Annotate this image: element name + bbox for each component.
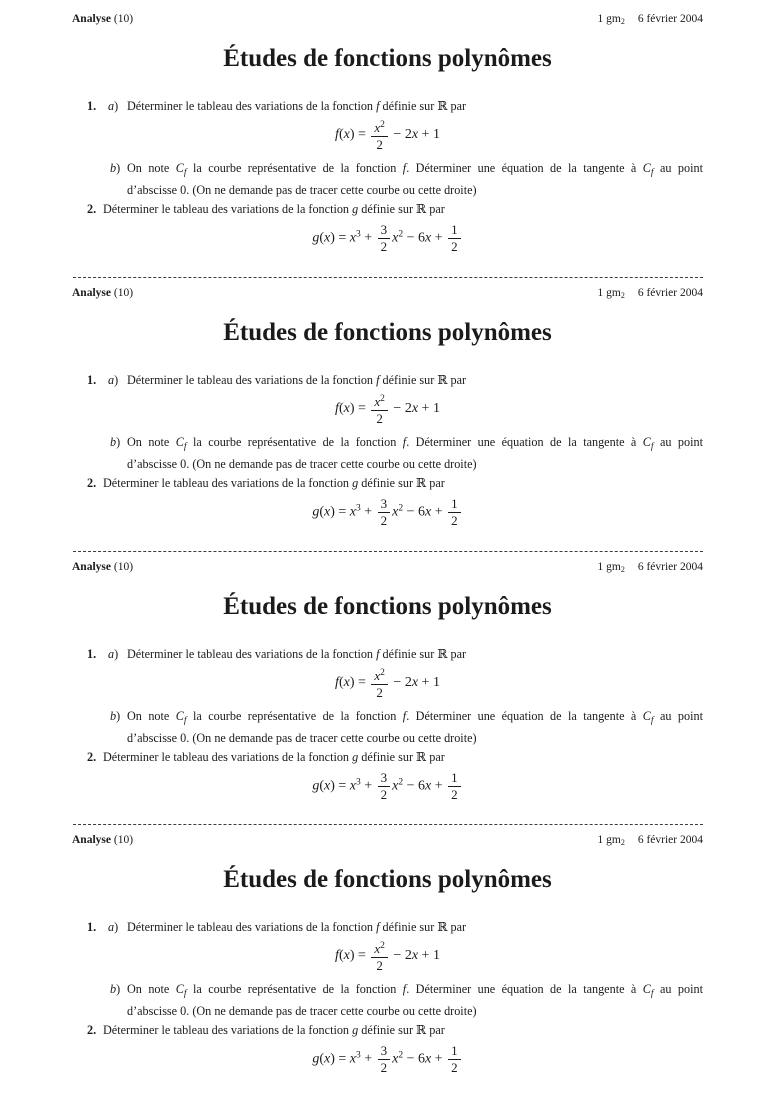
formula-g: $g(x) = x^3$ + $\frac{3}{2}$ $x^2 - 6x$ + $\frac{1}{2}$	[72, 1044, 703, 1075]
question-1a-text: Déterminer le tableau des variations de la fonction f définie sur ℝ par	[127, 99, 467, 113]
question-2-line	[72, 201, 703, 218]
class-label: 1 $gm_2$	[597, 13, 625, 26]
question-1b-block	[110, 981, 703, 1020]
sheet-header	[72, 548, 703, 577]
sheet-title: Études de fonctions polynômes	[223, 45, 552, 72]
question-1b-label: b)	[110, 708, 121, 723]
question-1a-line	[72, 919, 703, 936]
sheet-title: Études de fonctions polynômes	[223, 866, 552, 894]
course-name: Analyse	[72, 560, 111, 573]
question-2-number: 2.	[87, 202, 97, 216]
question-2-text: Déterminer le tableau des variations de la fonction g définie sur ℝ par	[103, 749, 445, 764]
question-1b-text	[127, 160, 703, 199]
question-1b-line1: On note $C_f$ la courbe représentative de la fonction f. Déterminer une équation de la tangente à $C_f$ au point	[127, 434, 703, 452]
formula-f: f(x) = $\frac{x^2}{2}$ − 2x + 1	[335, 393, 440, 426]
question-1b-line2: d’abscisse 0. (On ne demande pas de tracer cette courbe ou cette droite)	[127, 183, 477, 197]
sheet-header	[72, 0, 703, 29]
exercise-sheet-section	[0, 821, 775, 1095]
question-1a-label: a)	[108, 99, 119, 113]
question-1b-line1: On note $C_f$ la courbe représentative de la fonction f. Déterminer une équation de la tangente à $C_f$ au point	[127, 982, 703, 1000]
fraction: $\frac{1}{2}$	[448, 1044, 461, 1075]
fraction: $\frac{1}{2}$	[448, 771, 461, 802]
course-number: (10)	[110, 13, 134, 25]
class-label-subscript: 2	[620, 838, 625, 848]
fraction: $\frac{3}{2}$	[378, 497, 391, 528]
header-right	[598, 833, 703, 850]
course-name: Analyse	[72, 13, 111, 25]
sheet-title: Études de fonctions polynômes	[223, 592, 552, 620]
exercise-sheet-section	[0, 548, 775, 822]
fraction: $\frac{3}{2}$	[378, 1044, 391, 1075]
question-2-number: 2.	[87, 749, 97, 764]
course-label	[72, 833, 133, 847]
question-1a-label: a)	[108, 920, 119, 935]
question-1b-text	[127, 708, 703, 747]
sheet-header	[72, 821, 703, 850]
sheet-title: Études de fonctions polynômes	[223, 318, 552, 346]
question-1a-line	[72, 646, 703, 663]
question-1a-text: Déterminer le tableau des variations de la fonction f définie sur ℝ par	[127, 372, 467, 387]
fraction: $\frac{x^2}{2}$	[371, 118, 388, 152]
formula-g: $g(x) = x^3$ + $\frac{3}{2}$ $x^2 - 6x$ + $\frac{1}{2}$	[72, 223, 703, 254]
question-1b-line1: On note $C_f$ la courbe représentative de la fonction f. Déterminer une équation de la tangente à $C_f$ au point	[127, 708, 703, 726]
fraction: $\frac{x^2}{2}$	[371, 666, 388, 700]
sheet-date: 6 février 2004	[637, 13, 703, 25]
header-right	[598, 12, 703, 29]
formula-g: $g(x) = x^3$ + $\frac{3}{2}$ $x^2 - 6x$ + $\frac{1}{2}$	[72, 771, 703, 802]
fraction: $\frac{1}{2}$	[448, 497, 461, 528]
question-1b-block	[110, 708, 703, 747]
question-2-line	[72, 1022, 703, 1039]
question-1-number: 1.	[87, 372, 97, 387]
question-1-number: 1.	[87, 99, 97, 113]
question-1b-text	[127, 434, 703, 473]
formula-f: f(x) = $\frac{x^2}{2}$ − 2x + 1	[335, 120, 440, 152]
class-label: 1 $gm_2$	[597, 834, 625, 848]
question-1b-label: b)	[110, 434, 121, 449]
question-2-number: 2.	[87, 475, 97, 490]
question-1b-line2: d’abscisse 0. (On ne demande pas de tracer cette courbe ou cette droite)	[127, 730, 477, 745]
question-2-line	[72, 475, 703, 492]
formula-f: f(x) = $\frac{x^2}{2}$ − 2x + 1	[335, 667, 440, 700]
course-label	[72, 286, 133, 300]
sheet-date: 6 février 2004	[637, 286, 703, 299]
fraction: $\frac{3}{2}$	[378, 771, 391, 802]
cut-line-divider	[73, 551, 703, 552]
question-2-text: Déterminer le tableau des variations de la fonction g définie sur ℝ par	[103, 1023, 445, 1038]
question-1a-line	[72, 372, 703, 389]
course-number: (10)	[110, 834, 134, 847]
course-name: Analyse	[72, 834, 111, 847]
question-1-number: 1.	[87, 920, 97, 935]
question-1a-label: a)	[108, 646, 119, 661]
class-label: 1 $gm_2$	[597, 560, 625, 574]
formula-f: f(x) = $\frac{x^2}{2}$ − 2x + 1	[335, 941, 440, 974]
course-name: Analyse	[72, 286, 111, 299]
cut-line-divider	[73, 277, 703, 278]
question-2-text: Déterminer le tableau des variations de la fonction g définie sur ℝ par	[103, 475, 445, 490]
fraction: $\frac{3}{2}$	[378, 223, 391, 254]
course-number: (10)	[110, 560, 134, 573]
question-2-line	[72, 749, 703, 766]
question-1b-label: b)	[110, 982, 121, 997]
question-1b-block	[110, 160, 703, 199]
question-1b-label: b)	[110, 161, 121, 175]
exercise-sheet-section	[0, 0, 775, 274]
question-1a-text: Déterminer le tableau des variations de la fonction f définie sur ℝ par	[127, 920, 467, 935]
class-label: 1 $gm_2$	[597, 286, 625, 300]
sheet-date: 6 février 2004	[637, 834, 703, 847]
question-1a-line	[72, 98, 703, 115]
class-label-subscript: 2	[620, 564, 625, 574]
question-1a-label: a)	[108, 372, 119, 387]
course-label	[72, 560, 133, 574]
exercise-sheet-section	[0, 274, 775, 548]
question-2-text: Déterminer le tableau des variations de la fonction g définie sur ℝ par	[103, 202, 445, 216]
sheet-header	[72, 274, 703, 303]
fraction: $\frac{x^2}{2}$	[371, 939, 388, 973]
class-label-subscript: 2	[620, 290, 625, 300]
question-1b-block	[110, 434, 703, 473]
question-1a-text: Déterminer le tableau des variations de la fonction f définie sur ℝ par	[127, 646, 467, 661]
question-1b-line1: On note $C_f$ la courbe représentative de la fonction f. Déterminer une équation de la tangente à $C_f$ au point	[127, 161, 703, 178]
question-1b-line2: d’abscisse 0. (On ne demande pas de tracer cette courbe ou cette droite)	[127, 1004, 477, 1019]
cut-line-divider	[73, 824, 703, 825]
header-right	[598, 560, 703, 577]
formula-g: $g(x) = x^3$ + $\frac{3}{2}$ $x^2 - 6x$ + $\frac{1}{2}$	[72, 497, 703, 528]
question-1b-line2: d’abscisse 0. (On ne demande pas de tracer cette courbe ou cette droite)	[127, 456, 477, 471]
fraction: $\frac{x^2}{2}$	[371, 392, 388, 426]
sheet-date: 6 février 2004	[637, 560, 703, 573]
question-1b-text	[127, 981, 703, 1020]
question-2-number: 2.	[87, 1023, 97, 1038]
fraction: $\frac{1}{2}$	[448, 223, 461, 254]
question-1-number: 1.	[87, 646, 97, 661]
header-right	[598, 286, 703, 303]
course-label	[72, 12, 133, 26]
course-number: (10)	[110, 286, 134, 299]
class-label-subscript: 2	[620, 17, 625, 26]
